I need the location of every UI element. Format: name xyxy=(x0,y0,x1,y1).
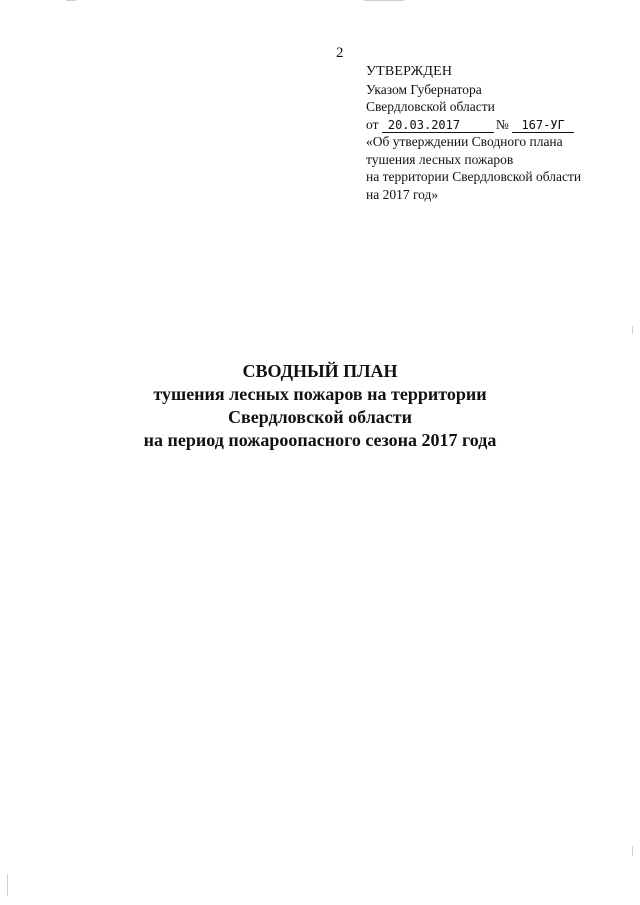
scan-artifact xyxy=(632,326,633,334)
approval-heading: УТВЕРЖДЕН xyxy=(366,64,453,79)
decree-date: 20.03.2017 xyxy=(382,118,494,133)
scan-artifact xyxy=(364,0,404,1)
approval-region-line: Свердловской области xyxy=(366,99,495,114)
number-sign: № xyxy=(495,116,509,132)
approval-subject-line-3: на территории Свердловской области xyxy=(366,169,582,184)
approval-subject-line-1: «Об утверждении Сводного плана xyxy=(366,134,563,149)
title-line-1: СВОДНЫЙ ПЛАН xyxy=(242,361,398,381)
scan-artifact xyxy=(66,0,76,1)
approval-subject-line-2: тушения лесных пожаров xyxy=(366,151,514,167)
approval-subject-line-4: на 2017 год» xyxy=(366,186,439,202)
date-prefix: от xyxy=(366,116,379,132)
page-number: 2 xyxy=(336,45,344,61)
approval-date-number-line xyxy=(366,116,626,134)
approval-authority-line: Указом Губернатора xyxy=(366,81,482,97)
title-line-4: на период пожароопасного сезона 2017 года xyxy=(143,430,497,450)
title-line-3: Свердловской области xyxy=(227,407,413,427)
document-title xyxy=(0,360,640,452)
scan-artifact xyxy=(632,846,633,856)
approval-stamp-block xyxy=(366,63,626,203)
decree-number: 167-УГ xyxy=(512,118,574,133)
title-line-2: тушения лесных пожаров на территории xyxy=(153,384,487,404)
scan-artifact xyxy=(7,874,8,896)
